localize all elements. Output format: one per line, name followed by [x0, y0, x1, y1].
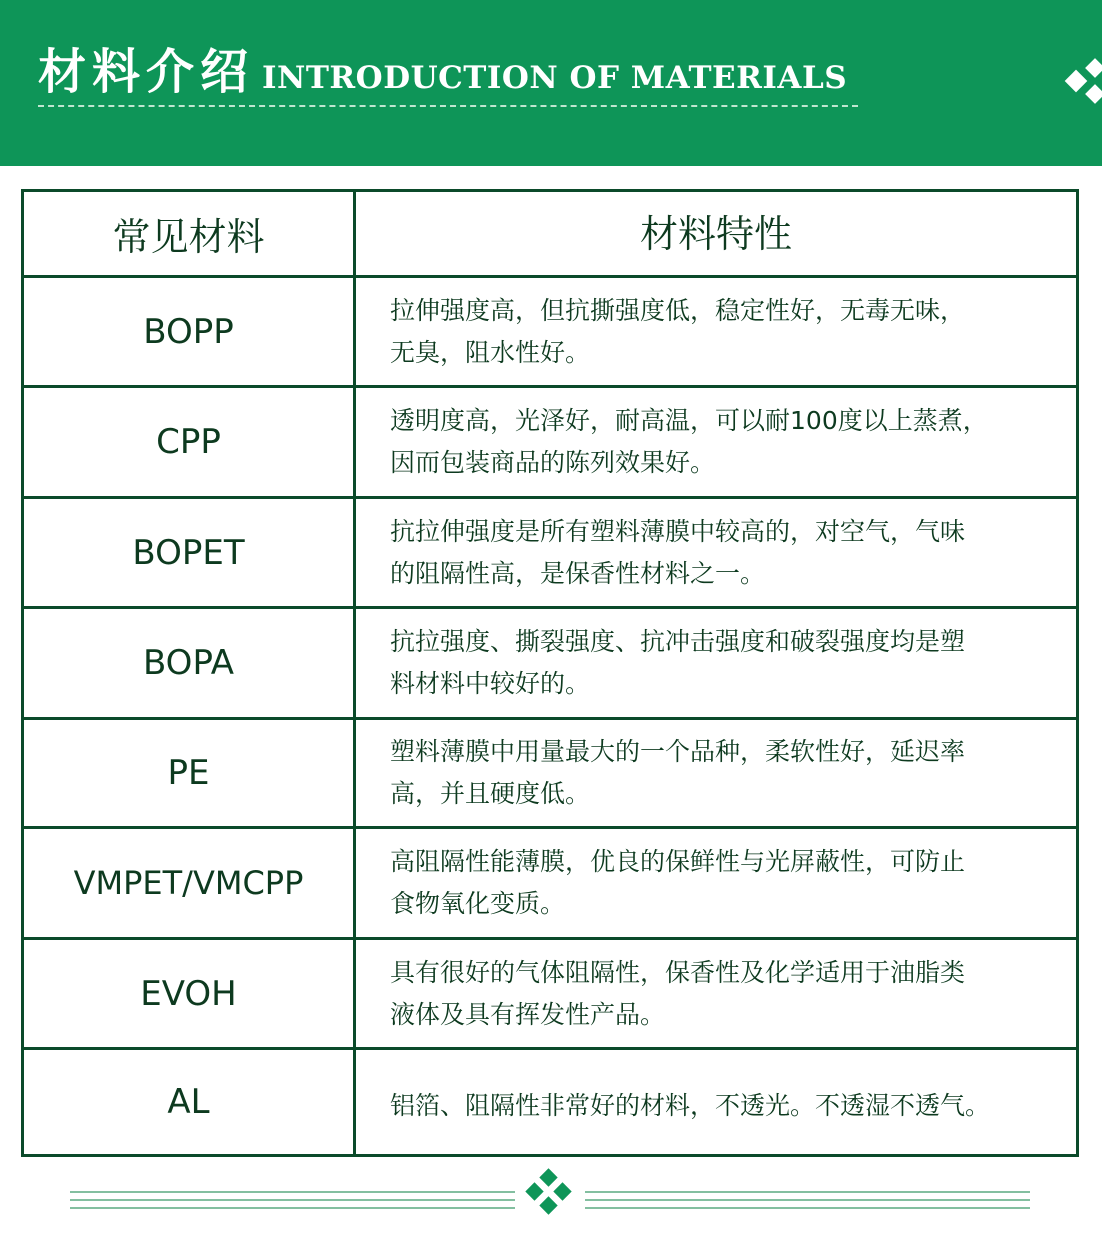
property-line: 塑料薄膜中用量最大的一个品种，柔软性好，延迟率	[390, 737, 966, 766]
footer-decoration	[70, 1164, 1030, 1234]
table-header-row	[24, 192, 1076, 275]
property-line: 抗拉强度、撕裂强度、抗冲击强度和破裂强度均是塑	[390, 627, 966, 656]
header-title	[38, 40, 847, 104]
material-name: EVOH	[24, 940, 356, 1047]
material-property	[356, 499, 1076, 606]
property-line: 拉伸强度高，但抗撕强度低，稳定性好，无毒无味，	[390, 295, 966, 325]
table-row	[24, 1047, 1076, 1154]
material-name: BOPA	[24, 609, 356, 717]
property-line: 料材料中较好的。	[390, 669, 591, 698]
property-line: 食物氧化变质。	[390, 889, 566, 918]
material-property	[356, 278, 1076, 385]
table-row	[24, 717, 1076, 826]
material-name: BOPP	[24, 278, 356, 385]
material-name: PE	[24, 720, 356, 826]
diamond-cluster-icon	[525, 1168, 571, 1230]
diamond-decoration-icon	[1062, 55, 1102, 115]
property-line: 的阻隔性高，是保香性材料之一。	[390, 558, 766, 588]
table-row	[24, 275, 1076, 385]
property-line: 液体及具有挥发性产品。	[390, 999, 666, 1029]
material-property	[356, 1050, 1076, 1154]
property-line: 无臭，阻水性好。	[390, 337, 591, 367]
property-line: 高，并且硬度低。	[390, 779, 591, 808]
property-line: 具有很好的气体阻隔性，保香性及化学适用于油脂类	[390, 957, 966, 987]
material-name: VMPET/VMCPP	[24, 829, 356, 937]
property-line: 高阻隔性能薄膜，优良的保鲜性与光屏蔽性，可防止	[390, 847, 966, 876]
header-banner	[0, 0, 1102, 166]
property-line: 铝箔、阻隔性非常好的材料，不透光。不透湿不透气。	[390, 1091, 991, 1120]
material-name: CPP	[24, 388, 356, 496]
title-underline	[38, 105, 858, 107]
column-header-material: 常见材料	[24, 192, 356, 275]
material-property	[356, 388, 1076, 496]
material-name: AL	[24, 1050, 356, 1154]
material-property	[356, 829, 1076, 937]
table-row	[24, 606, 1076, 717]
materials-table	[21, 189, 1079, 1157]
title-chinese: 材料介绍	[38, 44, 255, 100]
property-line: 透明度高，光泽好，耐高温，可以耐100度以上蒸煮，	[390, 406, 988, 435]
title-english: INTRODUCTION OF MATERIALS	[262, 60, 848, 96]
material-name: BOPET	[24, 499, 356, 606]
table-row	[24, 826, 1076, 937]
table-row	[24, 385, 1076, 496]
property-line: 抗拉伸强度是所有塑料薄膜中较高的，对空气，气味	[390, 516, 966, 546]
column-header-property: 材料特性	[639, 211, 792, 256]
material-property	[356, 940, 1076, 1047]
table-row	[24, 937, 1076, 1047]
material-property	[356, 609, 1076, 717]
material-property	[356, 720, 1076, 826]
property-line: 因而包装商品的陈列效果好。	[390, 448, 716, 477]
table-row	[24, 496, 1076, 606]
